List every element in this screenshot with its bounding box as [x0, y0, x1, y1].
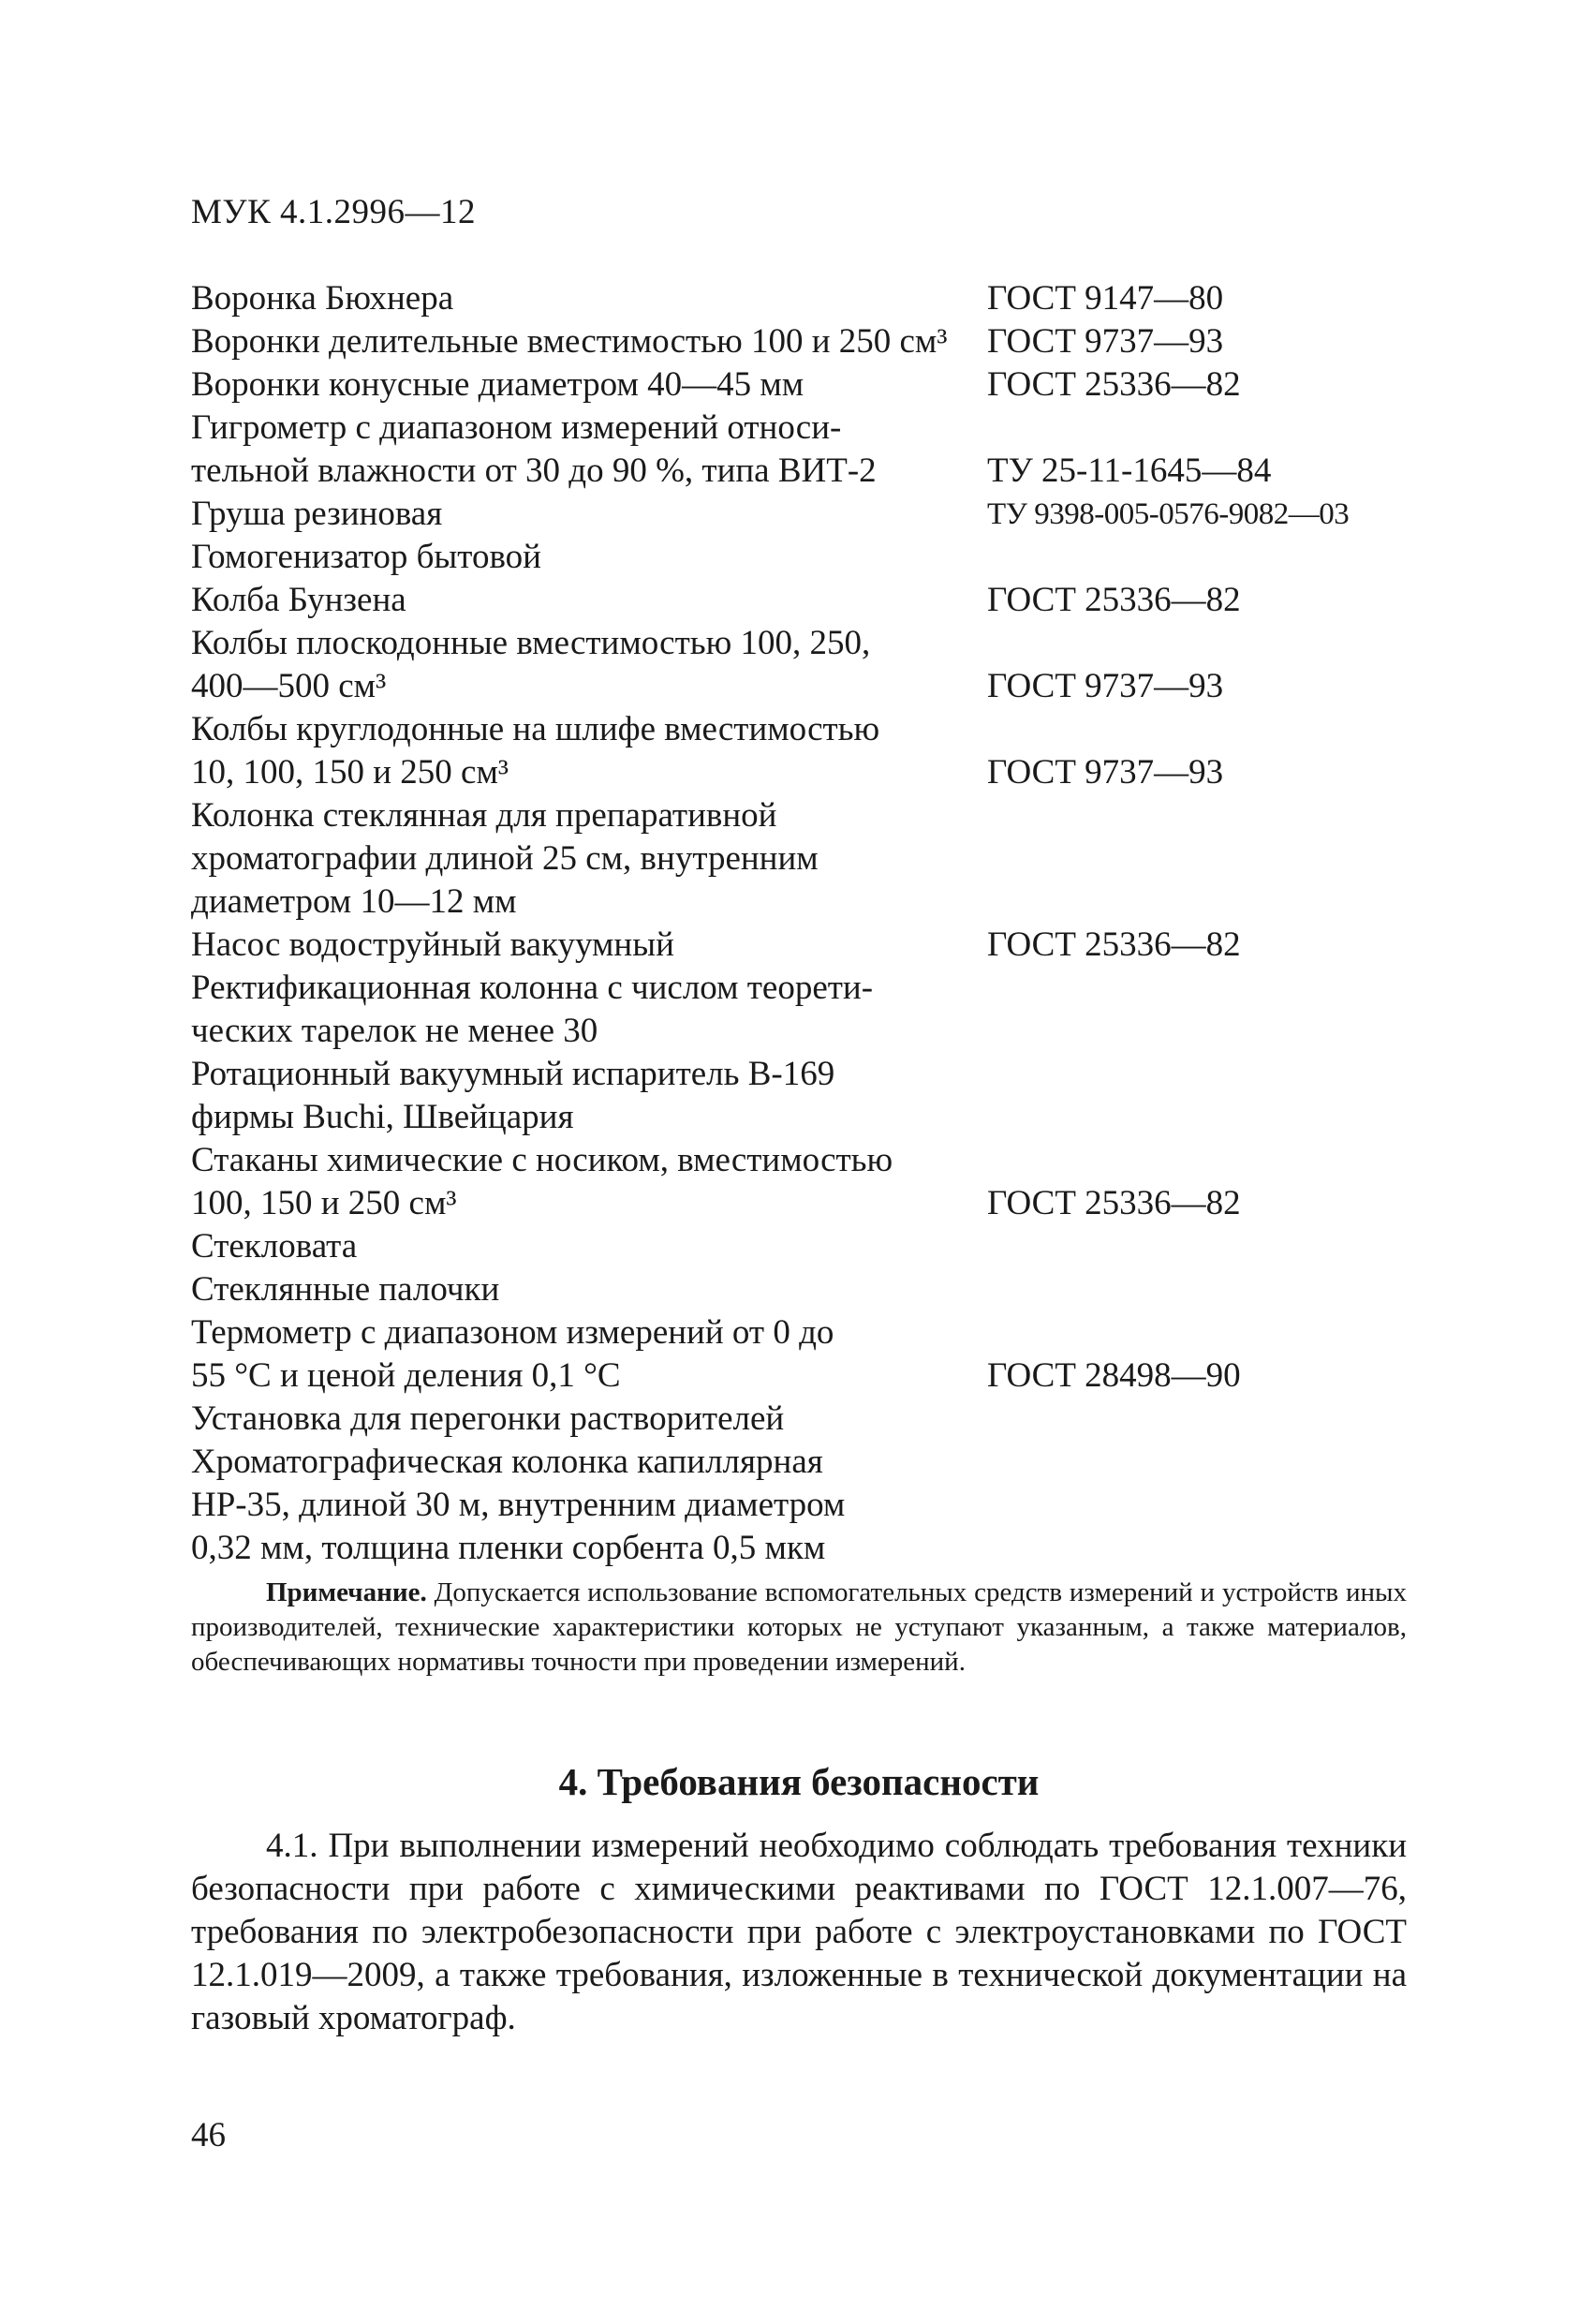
equipment-standard: ТУ 25-11-1645—84 [987, 451, 1272, 490]
document-code-header: МУК 4.1.2996—12 [191, 193, 477, 231]
equipment-description: Стеклянные палочки [191, 1270, 500, 1309]
section-paragraph: 4.1. При выполнении измерений необходимо соблюдать требования техники безопасности при работе с химическими реактивами по ГОСТ 12.1.007—76, требования по электробезопасности при работе с электроустановками по ГОСТ 12.1.019—2009, а также требования, изложенные в технической документации на газовый хроматограф. [191, 1827, 1407, 2037]
equipment-item [191, 1268, 1437, 1311]
equipment-description: Колонка стеклянная для препаративной хроматографии длиной 25 см, внутренним диаметром 10—12 мм [191, 796, 819, 921]
equipment-item [191, 320, 1437, 363]
equipment-item [191, 924, 1437, 967]
equipment-item [191, 708, 1437, 794]
equipment-description: Гигрометр с диапазоном измерений относи- тельной влажности от 30 до 90 %, типа ВИТ-2 [191, 408, 877, 490]
equipment-item [191, 1311, 1437, 1398]
equipment-item [191, 1225, 1437, 1268]
equipment-description: Ротационный вакуумный испаритель В-169 фирмы Buchi, Швейцария [191, 1055, 835, 1136]
equipment-standard: ГОСТ 9737—93 [987, 753, 1224, 792]
equipment-list [191, 277, 1437, 1570]
equipment-item [191, 1441, 1437, 1570]
equipment-description: Колбы плоскодонные вместимостью 100, 250, 400—500 см³ [191, 624, 871, 705]
equipment-item [191, 407, 1437, 493]
equipment-item [191, 277, 1437, 320]
equipment-item [191, 363, 1437, 407]
equipment-item [191, 794, 1437, 924]
equipment-description: Стаканы химические с носиком, вместимостью 100, 150 и 250 см³ [191, 1141, 893, 1222]
equipment-description: Стекловата [191, 1227, 358, 1266]
section-title: 4. Требования безопасности [558, 1760, 1040, 1803]
equipment-description: Установка для перегонки растворителей [191, 1399, 785, 1438]
equipment-description: Насос водоструйный вакуумный [191, 925, 674, 964]
equipment-standard: ГОСТ 28498—90 [987, 1356, 1241, 1395]
equipment-description: Воронка Бюхнера [191, 279, 454, 318]
note-paragraph [191, 1576, 1407, 1680]
page-number: 46 [191, 2116, 226, 2154]
equipment-description: Воронки конусные диаметром 40—45 мм [191, 365, 804, 404]
equipment-description: Хроматографическая колонка капиллярная HP-35, длиной 30 м, внутренним диаметром 0,32 мм, толщина пленки сорбента 0,5 мкм [191, 1443, 846, 1567]
note-label: Примечание. [266, 1577, 427, 1607]
equipment-standard: ГОСТ 25336—82 [987, 925, 1241, 964]
equipment-standard: ГОСТ 25336—82 [987, 581, 1241, 619]
equipment-description: Воронки делительные вместимостью 100 и 250 см³ [191, 322, 948, 361]
equipment-standard: ГОСТ 9147—80 [987, 279, 1224, 318]
equipment-item [191, 579, 1437, 622]
equipment-item [191, 1053, 1437, 1139]
note-text: Допускается использование вспомогательных средств измерений и устройств иных производителей, технические характеристики которых не уступают указанным, а также материалов, обеспечивающих нормативы точности при проведении измерений. [191, 1577, 1408, 1677]
equipment-item [191, 493, 1437, 536]
equipment-description: Гомогенизатор бытовой [191, 538, 541, 576]
equipment-description: Ректификационная колонна с числом теорети- ческих тарелок не менее 30 [191, 969, 874, 1050]
equipment-standard: ГОСТ 9737—93 [987, 667, 1224, 705]
equipment-item [191, 1139, 1437, 1225]
equipment-description: Термометр с диапазоном измерений от 0 до 55 °С и ценой деления 0,1 °С [191, 1313, 834, 1395]
equipment-item [191, 1398, 1437, 1441]
equipment-description: Колбы круглодонные на шлифе вместимостью 10, 100, 150 и 250 см³ [191, 710, 880, 792]
equipment-description: Груша резиновая [191, 495, 443, 533]
equipment-description: Колба Бунзена [191, 581, 406, 619]
equipment-item [191, 967, 1437, 1053]
equipment-standard: ГОСТ 9737—93 [987, 322, 1224, 361]
equipment-standard: ГОСТ 25336—82 [987, 365, 1241, 404]
equipment-standard: ТУ 9398-005-0576-9082—03 [987, 497, 1350, 531]
equipment-item [191, 536, 1437, 579]
equipment-item [191, 622, 1437, 708]
equipment-standard: ГОСТ 25336—82 [987, 1184, 1241, 1222]
